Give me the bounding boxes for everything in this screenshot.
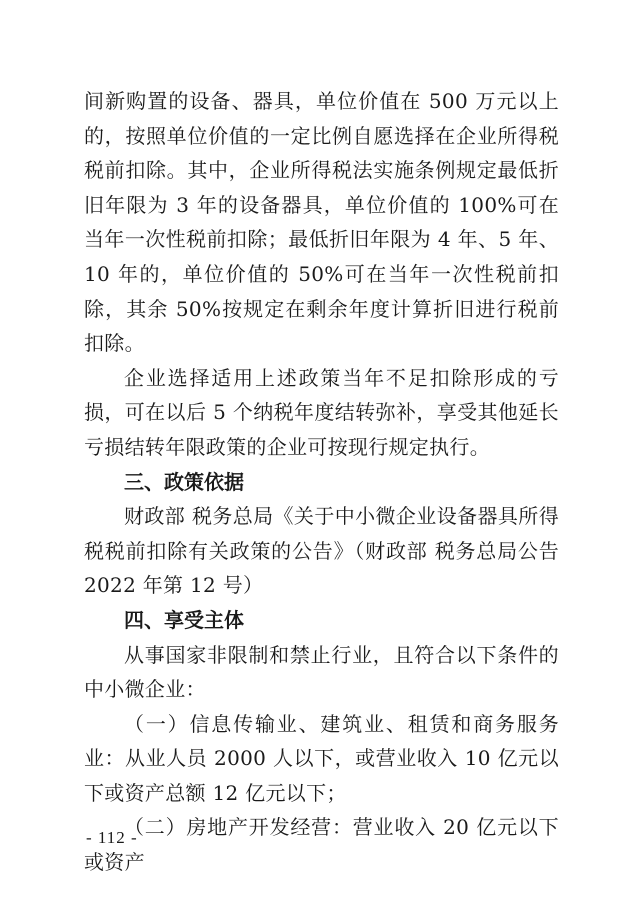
paragraph-continued: 间新购置的设备、器具，单位价值在 500 万元以上的，按照单位价值的一定比例自愿选择在企业所得税税前扣除。其中，企业所得税法实施条例规定最低折旧年限为 3 年的设备器具，单位价值的 100%可在当年一次性税前扣除；最低折旧年限为 4 年、5 年、10 年的，单位价值的 50%可在当年一次性税前扣除，其余 50%按规定在剩余年度计算折旧进行税前扣除。 <box>84 89 559 356</box>
section-heading-eligible-entities: 四、享受主体 <box>124 607 244 632</box>
paragraph-eligible-intro: 从事国家非限制和禁止行业，且符合以下条件的中小微企业： <box>84 642 559 702</box>
paragraph-policy-basis: 财政部 税务总局《关于中小微企业设备器具所得税税前扣除有关政策的公告》（财政部 税务总局公告 2022 年第 12 号） <box>84 504 566 598</box>
paragraph-condition-2: （二）房地产开发经营：营业收入 20 亿元以下或资产 <box>84 815 559 875</box>
paragraph-loss-carryforward: 企业选择适用上述政策当年不足扣除形成的亏损，可在以后 5 个纳税年度结转弥补，享受其他延长亏损结转年限政策的企业可按现行规定执行。 <box>84 365 559 459</box>
page-number: - 112 - <box>86 828 138 847</box>
page-body <box>84 84 566 880</box>
section-heading-policy-basis: 三、政策依据 <box>124 469 244 494</box>
paragraph-condition-1: （一）信息传输业、建筑业、租赁和商务服务业：从业人员 2000 人以下，或营业收入 10 亿元以下或资产总额 12 亿元以下； <box>84 711 559 805</box>
